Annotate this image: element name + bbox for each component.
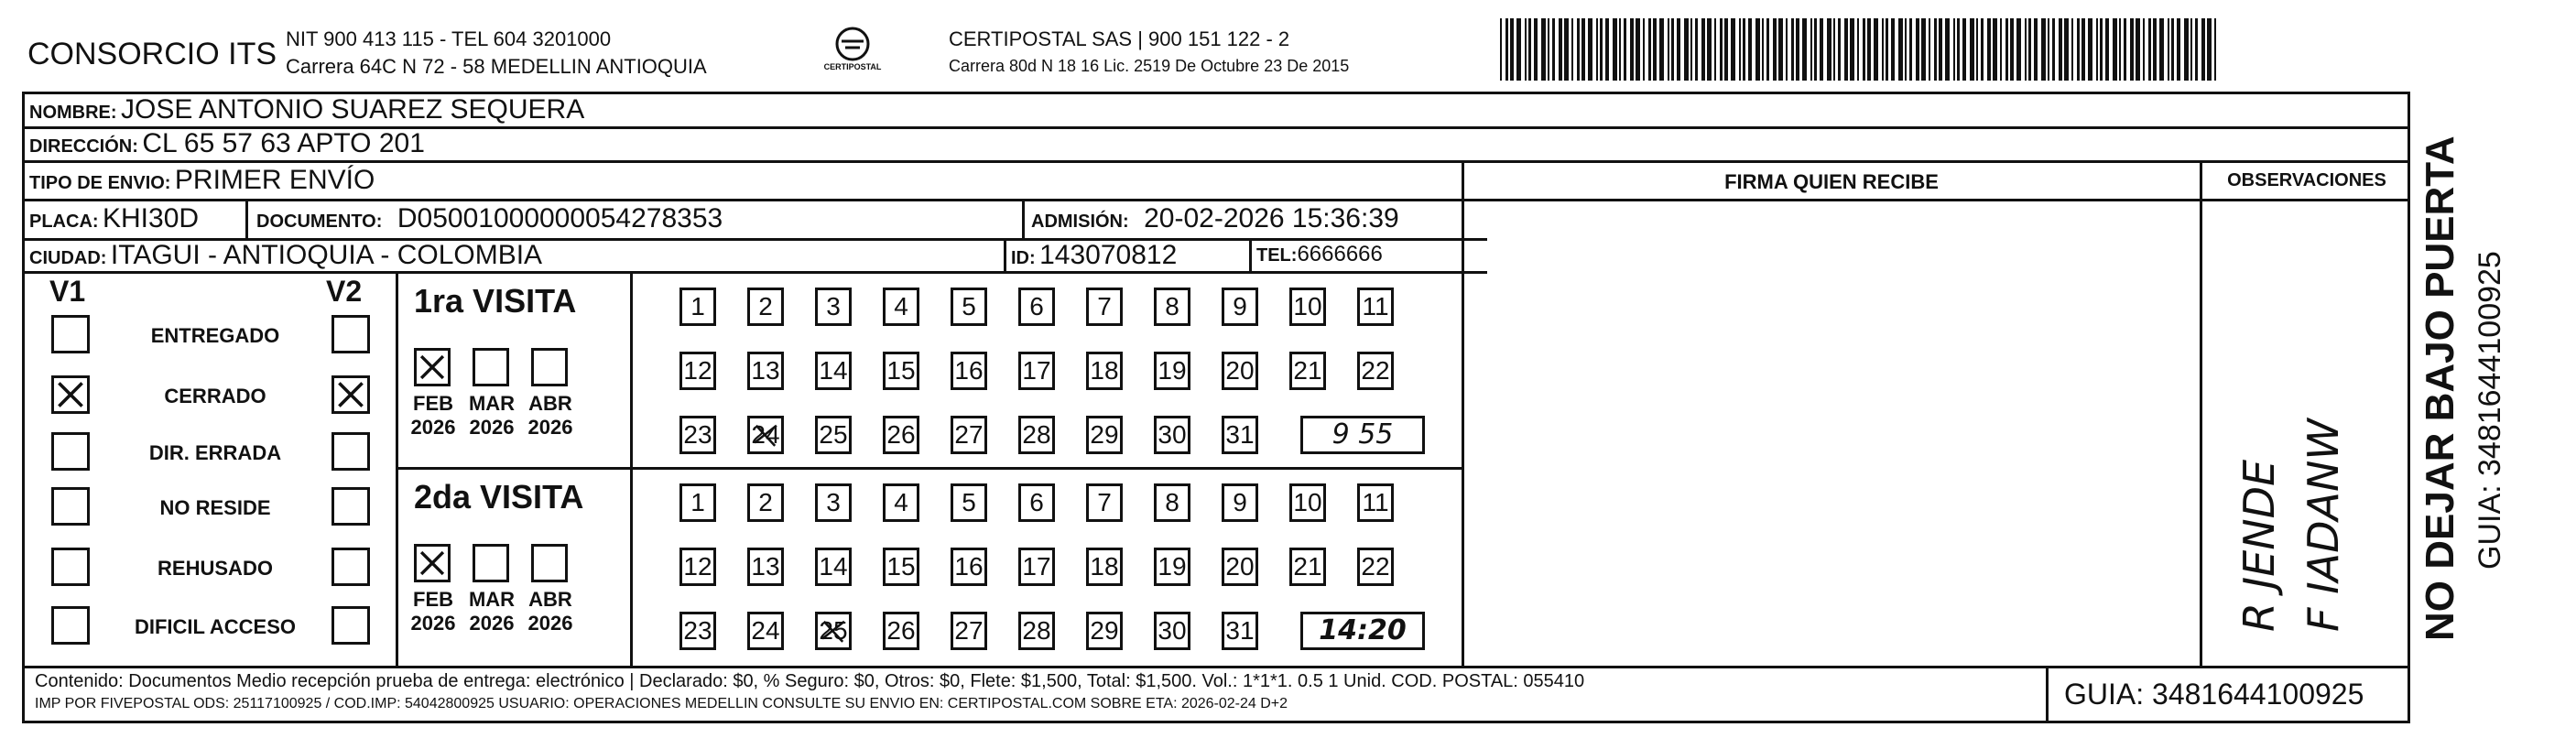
day-box-21[interactable]: 21 [1289, 548, 1326, 586]
tipo-envio-value: PRIMER ENVÍO [174, 165, 375, 195]
v2-header: V2 [326, 275, 363, 308]
day-box-1[interactable]: 1 [679, 483, 716, 522]
day-box-4[interactable]: 4 [883, 288, 919, 326]
month-label: ABR 2026 [527, 588, 573, 635]
carrier-name: CERTIPOSTAL SAS | 900 151 122 - 2 [949, 27, 1290, 50]
day-box-27[interactable]: 27 [951, 612, 987, 650]
direccion-row: DIRECCIÓN: CL 65 57 63 APTO 201 [29, 128, 425, 158]
visit-title: 2da VISITA [414, 478, 584, 516]
day-box-29[interactable]: 29 [1086, 612, 1123, 650]
tel-field: TEL:6666666 [1256, 242, 1383, 266]
day-box-20[interactable]: 20 [1222, 352, 1258, 390]
day-box-10[interactable]: 10 [1289, 483, 1326, 522]
month-checkbox-feb[interactable] [414, 544, 451, 582]
observaciones-handwriting: R JENDE F IADANW [2234, 418, 2348, 632]
company-nit: NIT 900 413 115 - TEL 604 3201000 [286, 27, 612, 50]
day-box-7[interactable]: 7 [1086, 483, 1123, 522]
day-box-17[interactable]: 17 [1018, 352, 1055, 390]
certipostal-logo: CERTIPOSTAL [821, 26, 885, 81]
month-label: MAR 2026 [468, 588, 516, 635]
visit-title: 1ra VISITA [414, 282, 577, 320]
v1-checkbox-3[interactable] [51, 432, 90, 471]
day-box-28[interactable]: 28 [1018, 612, 1055, 650]
day-box-11[interactable]: 11 [1357, 288, 1394, 326]
firma-area[interactable] [1465, 201, 2198, 664]
day-box-7[interactable]: 7 [1086, 288, 1123, 326]
day-box-5[interactable]: 5 [951, 288, 987, 326]
firma-header: FIRMA QUIEN RECIBE [1724, 170, 1939, 193]
day-box-28[interactable]: 28 [1018, 416, 1055, 454]
id-field: ID: 143070812 [1011, 240, 1178, 270]
day-box-10[interactable]: 10 [1289, 288, 1326, 326]
footer-print-line: IMP POR FIVEPOSTAL ODS: 25117100925 / COD.IMP: 54042800925 USUARIO: OPERACIONES MEDELLIN CONSULTE SU ENVIO EN: CERTIPOSTAL.COM SOBRE ETA: 2026-02-24 D+2 [35, 696, 1288, 711]
day-box-4[interactable]: 4 [883, 483, 919, 522]
day-box-24[interactable]: 24 [747, 416, 784, 454]
day-box-26[interactable]: 26 [883, 416, 919, 454]
day-box-8[interactable]: 8 [1154, 483, 1190, 522]
day-box-31[interactable]: 31 [1222, 612, 1258, 650]
day-box-9[interactable]: 9 [1222, 288, 1258, 326]
day-box-8[interactable]: 8 [1154, 288, 1190, 326]
day-box-29[interactable]: 29 [1086, 416, 1123, 454]
day-box-30[interactable]: 30 [1154, 416, 1190, 454]
day-box-6[interactable]: 6 [1018, 288, 1055, 326]
status-label: DIR. ERRADA [148, 441, 282, 464]
placa-field: PLACA: KHI30D [29, 203, 200, 233]
day-box-19[interactable]: 19 [1154, 548, 1190, 586]
day-box-24[interactable]: 24 [747, 612, 784, 650]
observaciones-header: OBSERVACIONES [2227, 170, 2386, 190]
day-box-3[interactable]: 3 [815, 483, 852, 522]
v1-checkbox-5[interactable] [51, 548, 90, 586]
footer-content-line: Contenido: Documentos Medio recepción prueba de entrega: electrónico | Declarado: $0, % Seguro: $0, Otros: $0, Flete: $1,500, Total: $1,500. Vol.: 1*1*1. 0.5 1 Unid. COD. POSTAL: 055410 [35, 671, 1585, 691]
side-guia: GUIA: 3481644100925 [2473, 251, 2507, 570]
v2-checkbox-4[interactable] [332, 487, 370, 526]
status-label: DIFICIL ACCESO [134, 615, 296, 638]
day-box-27[interactable]: 27 [951, 416, 987, 454]
v2-checkbox-5[interactable] [332, 548, 370, 586]
day-box-11[interactable]: 11 [1357, 483, 1394, 522]
day-box-14[interactable]: 14 [815, 548, 852, 586]
day-box-30[interactable]: 30 [1154, 612, 1190, 650]
day-box-12[interactable]: 12 [679, 548, 716, 586]
direccion-value: CL 65 57 63 APTO 201 [142, 128, 425, 158]
day-box-18[interactable]: 18 [1086, 548, 1123, 586]
v1-checkbox-6[interactable] [51, 606, 90, 645]
day-box-17[interactable]: 17 [1018, 548, 1055, 586]
day-box-2[interactable]: 2 [747, 288, 784, 326]
day-box-21[interactable]: 21 [1289, 352, 1326, 390]
month-checkbox-abr[interactable] [531, 544, 568, 582]
day-box-13[interactable]: 13 [747, 548, 784, 586]
day-box-15[interactable]: 15 [883, 548, 919, 586]
documento-field: DOCUMENTO: D05001000000054278353 [256, 203, 723, 233]
company-address: Carrera 64C N 72 - 58 MEDELLIN ANTIOQUIA [286, 55, 707, 78]
month-checkbox-mar[interactable] [473, 544, 509, 582]
company-name: CONSORCIO ITS [27, 37, 277, 71]
month-label: MAR 2026 [468, 392, 516, 439]
ciudad-field: CIUDAD: ITAGUI - ANTIOQUIA - COLOMBIA [29, 240, 543, 270]
status-label: ENTREGADO [150, 324, 280, 347]
month-label: FEB 2026 [410, 392, 456, 439]
tipo-envio-row: TIPO DE ENVIO: PRIMER ENVÍO [29, 165, 375, 195]
day-box-14[interactable]: 14 [815, 352, 852, 390]
v1-checkbox-4[interactable] [51, 487, 90, 526]
month-checkbox-mar[interactable] [473, 348, 509, 386]
day-box-23[interactable]: 23 [679, 612, 716, 650]
admision-field: ADMISIÓN: 20-02-2026 15:36:39 [1031, 203, 1399, 233]
day-box-22[interactable]: 22 [1357, 352, 1394, 390]
day-box-5[interactable]: 5 [951, 483, 987, 522]
v1-checkbox-1[interactable] [51, 315, 90, 353]
v2-checkbox-3[interactable] [332, 432, 370, 471]
v2-checkbox-1[interactable] [332, 315, 370, 353]
day-box-31[interactable]: 31 [1222, 416, 1258, 454]
v2-checkbox-2[interactable] [332, 375, 370, 414]
day-box-9[interactable]: 9 [1222, 483, 1258, 522]
no-dejar-bajo-puerta: NO DEJAR BAJO PUERTA [2418, 136, 2462, 641]
day-box-19[interactable]: 19 [1154, 352, 1190, 390]
v1-checkbox-2[interactable] [51, 375, 90, 414]
day-box-25[interactable]: 25 [815, 416, 852, 454]
nombre-row: NOMBRE: JOSE ANTONIO SUAREZ SEQUERA [29, 94, 585, 125]
v1-header: V1 [49, 275, 86, 308]
day-box-26[interactable]: 26 [883, 612, 919, 650]
month-label: ABR 2026 [527, 392, 573, 439]
day-box-20[interactable]: 20 [1222, 548, 1258, 586]
day-box-16[interactable]: 16 [951, 548, 987, 586]
status-label: REHUSADO [158, 557, 273, 580]
month-label: FEB 2026 [410, 588, 456, 635]
nombre-value: JOSE ANTONIO SUAREZ SEQUERA [121, 94, 585, 125]
day-box-16[interactable]: 16 [951, 352, 987, 390]
status-label: CERRADO [164, 385, 266, 407]
day-box-6[interactable]: 6 [1018, 483, 1055, 522]
day-box-3[interactable]: 3 [815, 288, 852, 326]
status-label: NO RESIDE [159, 496, 271, 519]
day-box-12[interactable]: 12 [679, 352, 716, 390]
visit-time[interactable]: 14:20 [1300, 612, 1425, 650]
day-box-25[interactable]: 25 [815, 612, 852, 650]
day-box-13[interactable]: 13 [747, 352, 784, 390]
day-box-22[interactable]: 22 [1357, 548, 1394, 586]
day-box-18[interactable]: 18 [1086, 352, 1123, 390]
barcode [1498, 18, 2222, 81]
month-checkbox-abr[interactable] [531, 348, 568, 386]
day-box-2[interactable]: 2 [747, 483, 784, 522]
carrier-address: Carrera 80d N 18 16 Lic. 2519 De Octubre 23 De 2015 [949, 57, 1350, 75]
day-box-23[interactable]: 23 [679, 416, 716, 454]
v2-checkbox-6[interactable] [332, 606, 370, 645]
day-box-1[interactable]: 1 [679, 288, 716, 326]
visit-time[interactable]: 9 55 [1300, 416, 1425, 454]
day-box-15[interactable]: 15 [883, 352, 919, 390]
month-checkbox-feb[interactable] [414, 348, 451, 386]
footer-guia: GUIA: 3481644100925 [2064, 678, 2364, 711]
